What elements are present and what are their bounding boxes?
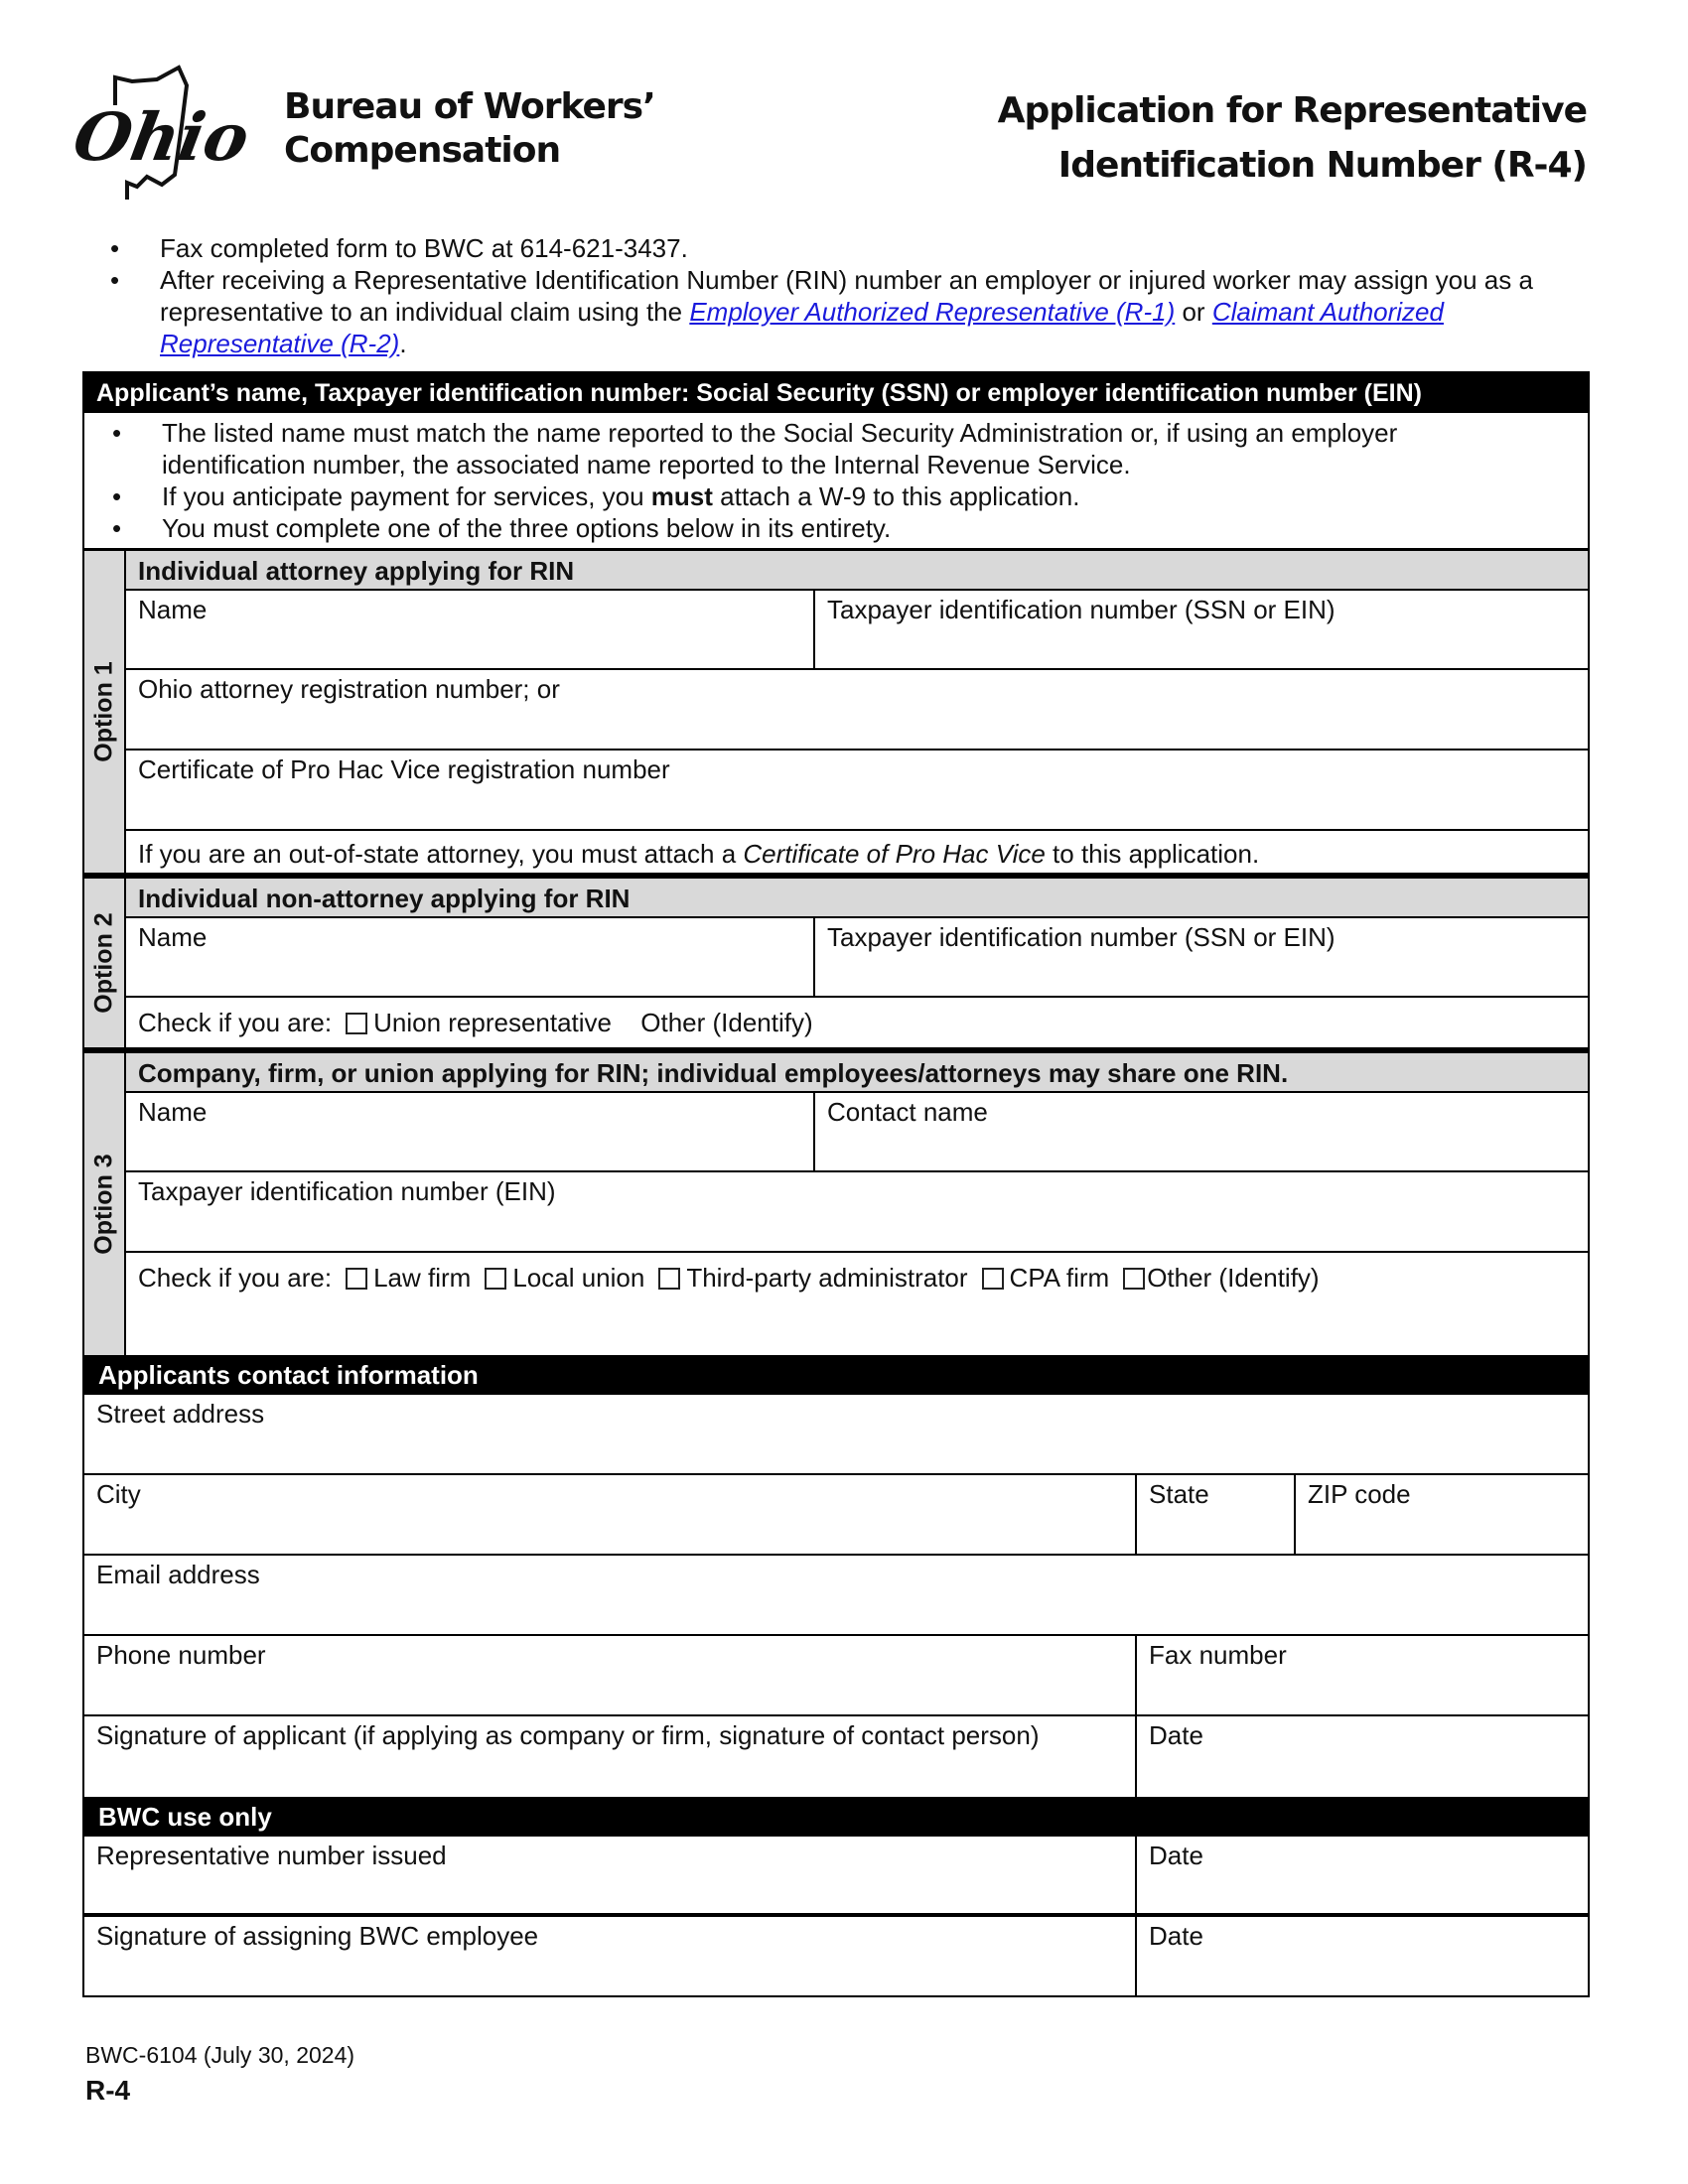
organization-name [284, 85, 655, 173]
local-union-checkbox[interactable] [485, 1268, 506, 1290]
note-text-end: to this application. [1045, 839, 1260, 869]
check-label: Check if you are: [138, 1263, 333, 1293]
union-rep-checkbox[interactable] [346, 1013, 367, 1034]
field-label: Ohio attorney registration number; or [138, 674, 560, 704]
local-union-label: Local union [512, 1263, 645, 1293]
field-label: Date [1149, 1720, 1203, 1750]
applicant-instructions [84, 413, 1588, 548]
city-field[interactable] [84, 1475, 1135, 1554]
field-label: Fax number [1149, 1640, 1287, 1670]
field-label: Email address [96, 1560, 260, 1589]
note-text: If you are an out-of-state attorney, you must attach a [138, 839, 744, 869]
application-form [82, 371, 1590, 1997]
field-label: Street address [96, 1399, 265, 1429]
option-3-side [84, 1053, 126, 1355]
field-label: Contact name [827, 1097, 988, 1127]
field-label: Representative number issued [96, 1841, 447, 1870]
phone-field[interactable] [84, 1636, 1135, 1714]
other-checkbox[interactable] [1123, 1268, 1145, 1290]
option-2-heading: Individual non-attorney applying for RIN [126, 879, 1588, 918]
bwc-heading: BWC use only [84, 1797, 1588, 1837]
instruction-fax: • Fax completed form to BWC at 614-621-3437. [82, 232, 1592, 264]
svg-text:Ohio: Ohio [68, 98, 255, 176]
field-label: State [1149, 1479, 1209, 1509]
other-label: Other (Identify) [1147, 1263, 1320, 1293]
period: . [399, 329, 407, 358]
option3-ein-field[interactable] [126, 1172, 1588, 1251]
note-italic: Certificate of Pro Hac Vice [743, 839, 1046, 869]
instructions-list [82, 232, 1592, 359]
link-r1[interactable]: Employer Authorized Representative (R-1) [689, 297, 1176, 327]
field-label: Date [1149, 1921, 1203, 1951]
option-3-heading: Company, firm, or union applying for RIN; individual employees/attorneys may share one RIN. [126, 1053, 1588, 1093]
field-label: Name [138, 922, 208, 952]
link-r2[interactable]: Claimant Authorized Representative (R-2) [160, 297, 1444, 358]
union-rep-label: Union representative [373, 1008, 613, 1037]
title-line-1: Application for Representative [997, 90, 1587, 131]
other-label[interactable]: Other (Identify) [640, 1008, 813, 1037]
option-1 [84, 548, 1588, 873]
bullet2-bold: must [650, 481, 713, 511]
applicant-signature-field[interactable] [84, 1716, 1135, 1797]
ohio-logo [68, 66, 261, 205]
option1-name-field[interactable] [126, 591, 813, 668]
fax-field[interactable] [1135, 1636, 1588, 1714]
bwc-signature-field[interactable] [84, 1917, 1135, 1995]
contact-heading: Applicants contact information [84, 1355, 1588, 1395]
field-label: Taxpayer identification number (EIN) [138, 1176, 556, 1206]
email-field[interactable] [84, 1556, 1588, 1634]
option-1-heading: Individual attorney applying for RIN [126, 551, 1588, 591]
contact-name-field[interactable] [813, 1093, 1588, 1170]
field-label: Date [1149, 1841, 1203, 1870]
cpa-label: CPA firm [1009, 1263, 1110, 1293]
applicant-section-heading: Applicant’s name, Taxpayer identification number: Social Security (SSN) or employer identification number (EIN) [84, 373, 1588, 413]
option2-name-field[interactable] [126, 918, 813, 996]
option1-tin-field[interactable] [813, 591, 1588, 668]
bullet2-text: If you anticipate payment for services, you [162, 481, 651, 511]
zip-field[interactable] [1294, 1475, 1588, 1554]
law-firm-label: Law firm [373, 1263, 472, 1293]
field-label: Phone number [96, 1640, 266, 1670]
field-label: Taxpayer identification number (SSN or EIN) [827, 595, 1336, 624]
field-label: Name [138, 595, 208, 624]
field-label: Signature of applicant (if applying as company or firm, signature of contact person) [96, 1720, 1040, 1750]
form-id: BWC-6104 (July 30, 2024) [85, 2042, 355, 2068]
ohio-registration-field[interactable] [126, 670, 1588, 749]
option3-name-field[interactable] [126, 1093, 813, 1170]
out-of-state-note [126, 831, 1588, 873]
field-label: ZIP code [1308, 1479, 1411, 1509]
or-text: or [1175, 297, 1212, 327]
option-3 [84, 1047, 1588, 1355]
bwc-date-field-2[interactable] [1135, 1917, 1588, 1995]
instruction-after [82, 264, 1592, 359]
org-line-1: Bureau of Workers’ [284, 86, 655, 127]
option-3-label: Option 3 [89, 1154, 118, 1255]
cpa-checkbox[interactable] [982, 1268, 1004, 1290]
law-firm-checkbox[interactable] [346, 1268, 367, 1290]
option2-tin-field[interactable] [813, 918, 1588, 996]
tpa-label: Third-party administrator [686, 1263, 968, 1293]
option-2 [84, 873, 1588, 1047]
tpa-checkbox[interactable] [658, 1268, 680, 1290]
option-1-label: Option 1 [89, 661, 118, 762]
option-2-label: Option 2 [89, 912, 118, 1014]
form-code: R-4 [85, 2075, 131, 2106]
rep-number-field[interactable] [84, 1837, 1135, 1913]
state-field[interactable] [1135, 1475, 1294, 1554]
org-line-2: Compensation [284, 130, 561, 171]
applicant-bullet-1: • The listed name must match the name reported to the Social Security Administration or, if using an employer identification number, the associated name reported to the Internal Revenue Service. [84, 417, 1588, 480]
option-2-side [84, 879, 126, 1047]
bullet2-text-end: attach a W-9 to this application. [712, 481, 1080, 511]
option-1-side [84, 551, 126, 873]
field-label: City [96, 1479, 141, 1509]
bwc-date-field-1[interactable] [1135, 1837, 1588, 1913]
applicant-bullet-2 [84, 480, 1588, 512]
applicant-bullet-3: • You must complete one of the three options below in its entirety. [84, 512, 1588, 544]
pro-hac-vice-field[interactable] [126, 751, 1588, 829]
field-label: Certificate of Pro Hac Vice registration number [138, 754, 670, 784]
form-title [998, 83, 1587, 193]
field-label: Signature of assigning BWC employee [96, 1921, 539, 1951]
street-field[interactable] [84, 1395, 1588, 1473]
field-label: Name [138, 1097, 208, 1127]
instruction-text: After receiving a Representative Identification Number (RIN) number an employer or injured worker may assign you as a representative to an individual claim using the [160, 265, 1533, 327]
check-label: Check if you are: [138, 1008, 333, 1037]
applicant-date-field[interactable] [1135, 1716, 1588, 1797]
field-label: Taxpayer identification number (SSN or EIN) [827, 922, 1336, 952]
title-line-2: Identification Number (R-4) [1057, 145, 1587, 186]
